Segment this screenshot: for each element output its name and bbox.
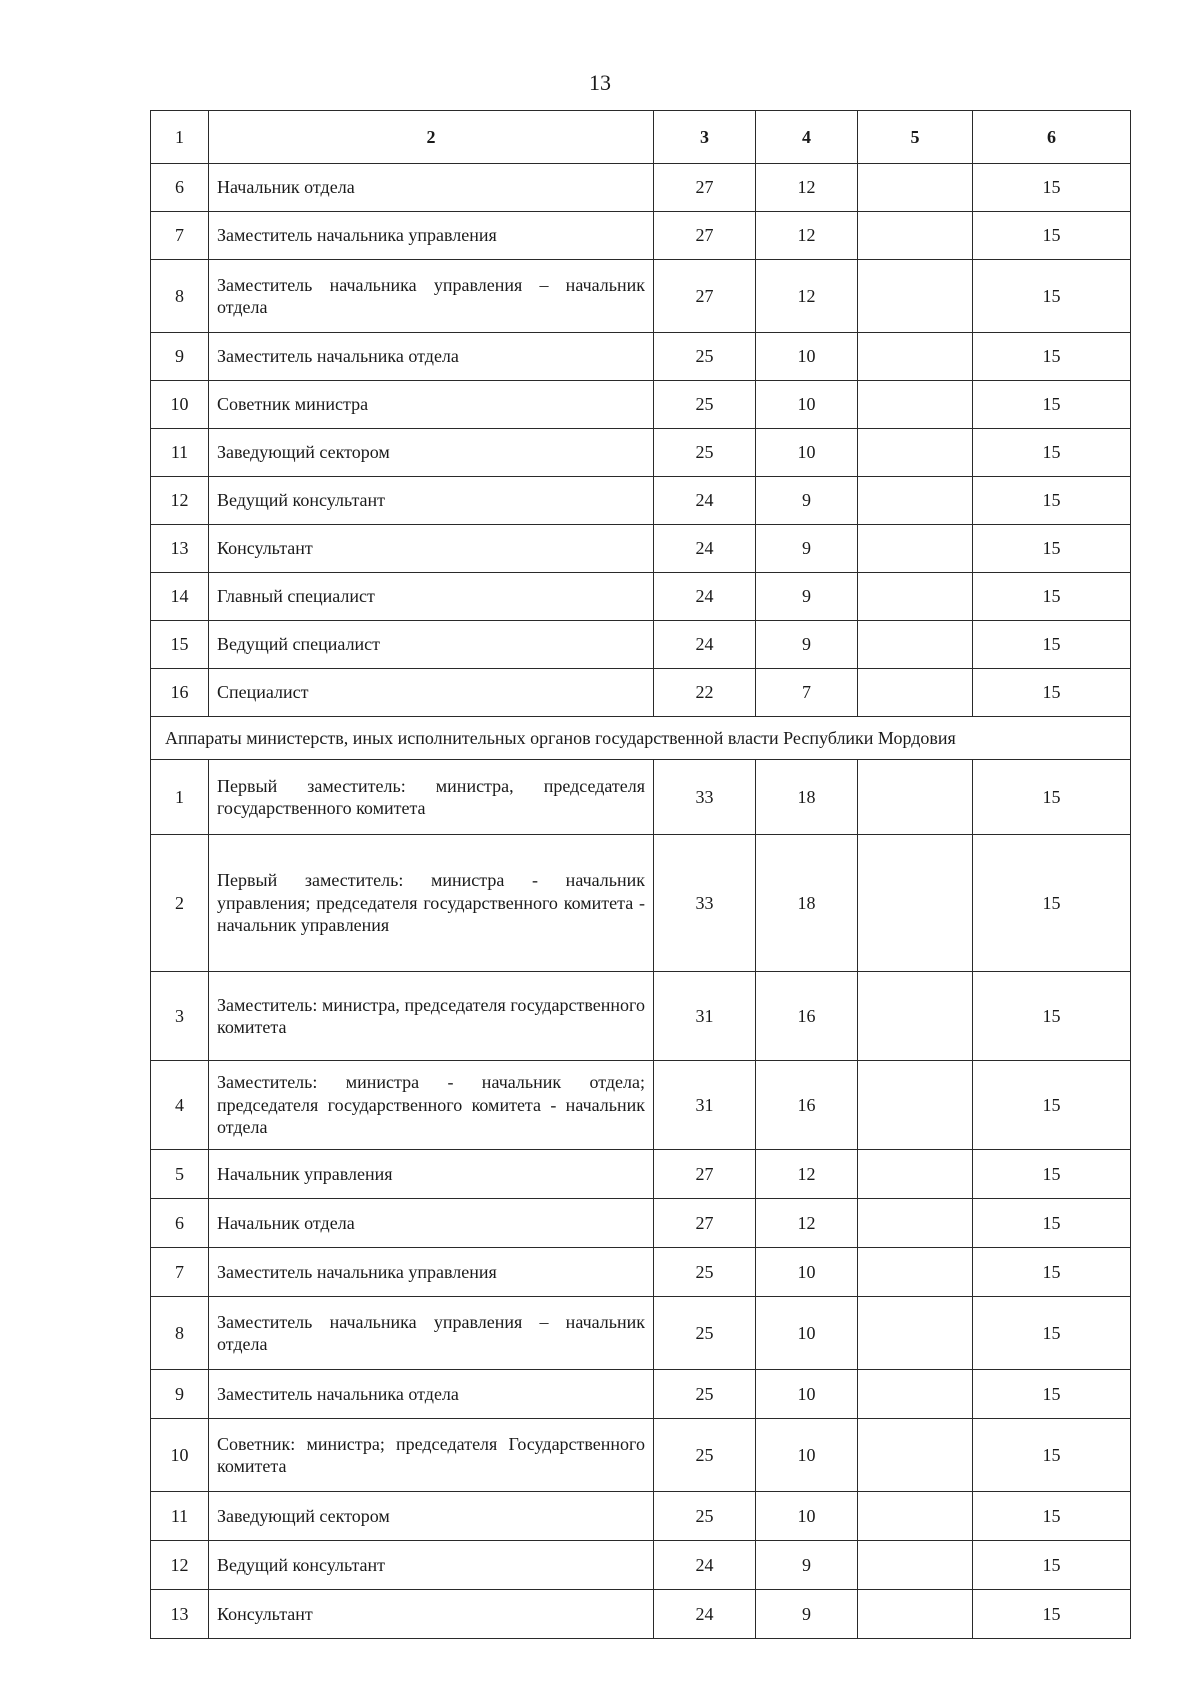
value-col6: 15 xyxy=(973,477,1131,525)
table-row xyxy=(151,621,1131,669)
row-number: 9 xyxy=(151,1370,209,1419)
row-number: 11 xyxy=(151,1492,209,1541)
row-number: 10 xyxy=(151,381,209,429)
value-col3: 24 xyxy=(654,477,756,525)
value-col6: 15 xyxy=(973,525,1131,573)
row-number: 13 xyxy=(151,1590,209,1639)
row-number: 4 xyxy=(151,1061,209,1150)
value-col6: 15 xyxy=(973,669,1131,717)
value-col5 xyxy=(858,477,973,525)
row-number: 10 xyxy=(151,1419,209,1492)
value-col6: 15 xyxy=(973,1370,1131,1419)
value-col3: 33 xyxy=(654,835,756,972)
section-title: Аппараты министерств, иных исполнительных органов государственной власти Республики Мордовия xyxy=(151,717,1131,760)
table-row xyxy=(151,1248,1131,1297)
value-col3: 31 xyxy=(654,1061,756,1150)
table-row xyxy=(151,1150,1131,1199)
value-col4: 16 xyxy=(756,1061,858,1150)
value-col3: 24 xyxy=(654,1590,756,1639)
row-number: 8 xyxy=(151,1297,209,1370)
row-number: 11 xyxy=(151,429,209,477)
header-cell: 5 xyxy=(858,111,973,164)
value-col6: 15 xyxy=(973,260,1131,333)
value-col4: 9 xyxy=(756,525,858,573)
position-name: Заместитель: министра, председателя государственного комитета xyxy=(209,972,654,1061)
table-row xyxy=(151,260,1131,333)
value-col5 xyxy=(858,1590,973,1639)
value-col4: 12 xyxy=(756,212,858,260)
table-row xyxy=(151,573,1131,621)
table-row xyxy=(151,1199,1131,1248)
table-row xyxy=(151,669,1131,717)
table-row xyxy=(151,212,1131,260)
value-col4: 9 xyxy=(756,621,858,669)
position-name: Главный специалист xyxy=(209,573,654,621)
position-name: Заместитель начальника управления xyxy=(209,1248,654,1297)
value-col4: 18 xyxy=(756,835,858,972)
header-cell: 1 xyxy=(151,111,209,164)
table-row xyxy=(151,1541,1131,1590)
value-col3: 24 xyxy=(654,1541,756,1590)
value-col4: 9 xyxy=(756,1541,858,1590)
value-col4: 10 xyxy=(756,429,858,477)
position-name: Ведущий консультант xyxy=(209,477,654,525)
table-row xyxy=(151,525,1131,573)
table-row xyxy=(151,1061,1131,1150)
value-col6: 15 xyxy=(973,573,1131,621)
value-col6: 15 xyxy=(973,1590,1131,1639)
value-col6: 15 xyxy=(973,1297,1131,1370)
position-name: Заместитель начальника управления – начальник отдела xyxy=(209,1297,654,1370)
value-col5 xyxy=(858,429,973,477)
positions-table xyxy=(150,110,1131,1639)
value-col3: 25 xyxy=(654,1248,756,1297)
table-row xyxy=(151,1419,1131,1492)
value-col4: 10 xyxy=(756,1419,858,1492)
row-number: 9 xyxy=(151,333,209,381)
value-col4: 16 xyxy=(756,972,858,1061)
table-row xyxy=(151,1492,1131,1541)
value-col3: 22 xyxy=(654,669,756,717)
value-col3: 27 xyxy=(654,1199,756,1248)
value-col6: 15 xyxy=(973,429,1131,477)
value-col6: 15 xyxy=(973,212,1131,260)
value-col6: 15 xyxy=(973,1248,1131,1297)
row-number: 7 xyxy=(151,212,209,260)
value-col5 xyxy=(858,1297,973,1370)
value-col3: 24 xyxy=(654,525,756,573)
value-col4: 9 xyxy=(756,477,858,525)
table-row xyxy=(151,429,1131,477)
position-name: Советник: министра; председателя Государственного комитета xyxy=(209,1419,654,1492)
value-col5 xyxy=(858,1541,973,1590)
position-name: Заместитель начальника отдела xyxy=(209,1370,654,1419)
position-name: Первый заместитель: министра, председателя государственного комитета xyxy=(209,760,654,835)
row-number: 8 xyxy=(151,260,209,333)
position-name: Начальник управления xyxy=(209,1150,654,1199)
value-col4: 12 xyxy=(756,1150,858,1199)
value-col5 xyxy=(858,1492,973,1541)
value-col6: 15 xyxy=(973,1061,1131,1150)
section-header-row xyxy=(151,717,1131,760)
value-col4: 7 xyxy=(756,669,858,717)
value-col6: 15 xyxy=(973,333,1131,381)
position-name: Первый заместитель: министра - начальник управления; председателя государственного комитета - начальник управления xyxy=(209,835,654,972)
position-name: Ведущий консультант xyxy=(209,1541,654,1590)
table-row xyxy=(151,760,1131,835)
value-col6: 15 xyxy=(973,1199,1131,1248)
value-col4: 12 xyxy=(756,1199,858,1248)
value-col4: 10 xyxy=(756,1248,858,1297)
value-col5 xyxy=(858,573,973,621)
value-col5 xyxy=(858,1248,973,1297)
table-row xyxy=(151,333,1131,381)
row-number: 12 xyxy=(151,477,209,525)
position-name: Заместитель начальника управления – начальник отдела xyxy=(209,260,654,333)
value-col6: 15 xyxy=(973,381,1131,429)
value-col5 xyxy=(858,835,973,972)
row-number: 5 xyxy=(151,1150,209,1199)
value-col5 xyxy=(858,525,973,573)
value-col5 xyxy=(858,669,973,717)
value-col4: 10 xyxy=(756,1370,858,1419)
value-col4: 9 xyxy=(756,573,858,621)
value-col4: 10 xyxy=(756,333,858,381)
table-row xyxy=(151,835,1131,972)
value-col5 xyxy=(858,621,973,669)
position-name: Начальник отдела xyxy=(209,1199,654,1248)
table-row xyxy=(151,164,1131,212)
value-col5 xyxy=(858,760,973,835)
value-col6: 15 xyxy=(973,1150,1131,1199)
value-col6: 15 xyxy=(973,621,1131,669)
value-col6: 15 xyxy=(973,835,1131,972)
table-row xyxy=(151,477,1131,525)
value-col3: 25 xyxy=(654,429,756,477)
value-col4: 10 xyxy=(756,1492,858,1541)
table-row xyxy=(151,1297,1131,1370)
table-row xyxy=(151,1590,1131,1639)
position-name: Заместитель: министра - начальник отдела; председателя государственного комитета - начальник отдела xyxy=(209,1061,654,1150)
value-col6: 15 xyxy=(973,1541,1131,1590)
position-name: Советник министра xyxy=(209,381,654,429)
value-col3: 25 xyxy=(654,333,756,381)
table-header-row xyxy=(151,111,1131,164)
value-col3: 25 xyxy=(654,381,756,429)
value-col6: 15 xyxy=(973,972,1131,1061)
header-cell: 4 xyxy=(756,111,858,164)
row-number: 16 xyxy=(151,669,209,717)
value-col5 xyxy=(858,1150,973,1199)
position-name: Консультант xyxy=(209,1590,654,1639)
position-name: Консультант xyxy=(209,525,654,573)
header-cell: 6 xyxy=(973,111,1131,164)
row-number: 15 xyxy=(151,621,209,669)
row-number: 6 xyxy=(151,164,209,212)
value-col3: 24 xyxy=(654,573,756,621)
value-col5 xyxy=(858,1419,973,1492)
position-name: Заместитель начальника управления xyxy=(209,212,654,260)
page-number: 13 xyxy=(589,70,611,95)
value-col3: 25 xyxy=(654,1492,756,1541)
row-number: 7 xyxy=(151,1248,209,1297)
table-row xyxy=(151,1370,1131,1419)
position-name: Ведущий специалист xyxy=(209,621,654,669)
value-col4: 18 xyxy=(756,760,858,835)
row-number: 6 xyxy=(151,1199,209,1248)
row-number: 13 xyxy=(151,525,209,573)
value-col6: 15 xyxy=(973,1419,1131,1492)
value-col5 xyxy=(858,212,973,260)
value-col3: 27 xyxy=(654,260,756,333)
value-col3: 27 xyxy=(654,1150,756,1199)
value-col3: 27 xyxy=(654,212,756,260)
value-col5 xyxy=(858,972,973,1061)
position-name: Специалист xyxy=(209,669,654,717)
row-number: 3 xyxy=(151,972,209,1061)
value-col3: 25 xyxy=(654,1297,756,1370)
value-col5 xyxy=(858,1370,973,1419)
value-col5 xyxy=(858,381,973,429)
position-name: Начальник отдела xyxy=(209,164,654,212)
row-number: 1 xyxy=(151,760,209,835)
position-name: Заведующий сектором xyxy=(209,1492,654,1541)
value-col4: 9 xyxy=(756,1590,858,1639)
value-col5 xyxy=(858,1061,973,1150)
value-col5 xyxy=(858,260,973,333)
value-col3: 25 xyxy=(654,1419,756,1492)
row-number: 12 xyxy=(151,1541,209,1590)
header-cell: 2 xyxy=(209,111,654,164)
value-col6: 15 xyxy=(973,164,1131,212)
value-col4: 10 xyxy=(756,381,858,429)
value-col3: 27 xyxy=(654,164,756,212)
table-row xyxy=(151,381,1131,429)
value-col6: 15 xyxy=(973,1492,1131,1541)
value-col3: 25 xyxy=(654,1370,756,1419)
position-name: Заместитель начальника отдела xyxy=(209,333,654,381)
value-col5 xyxy=(858,164,973,212)
value-col3: 31 xyxy=(654,972,756,1061)
table-row xyxy=(151,972,1131,1061)
value-col4: 10 xyxy=(756,1297,858,1370)
value-col3: 33 xyxy=(654,760,756,835)
value-col4: 12 xyxy=(756,260,858,333)
header-cell: 3 xyxy=(654,111,756,164)
value-col5 xyxy=(858,333,973,381)
position-name: Заведующий сектором xyxy=(209,429,654,477)
value-col6: 15 xyxy=(973,760,1131,835)
value-col4: 12 xyxy=(756,164,858,212)
row-number: 14 xyxy=(151,573,209,621)
value-col5 xyxy=(858,1199,973,1248)
value-col3: 24 xyxy=(654,621,756,669)
row-number: 2 xyxy=(151,835,209,972)
